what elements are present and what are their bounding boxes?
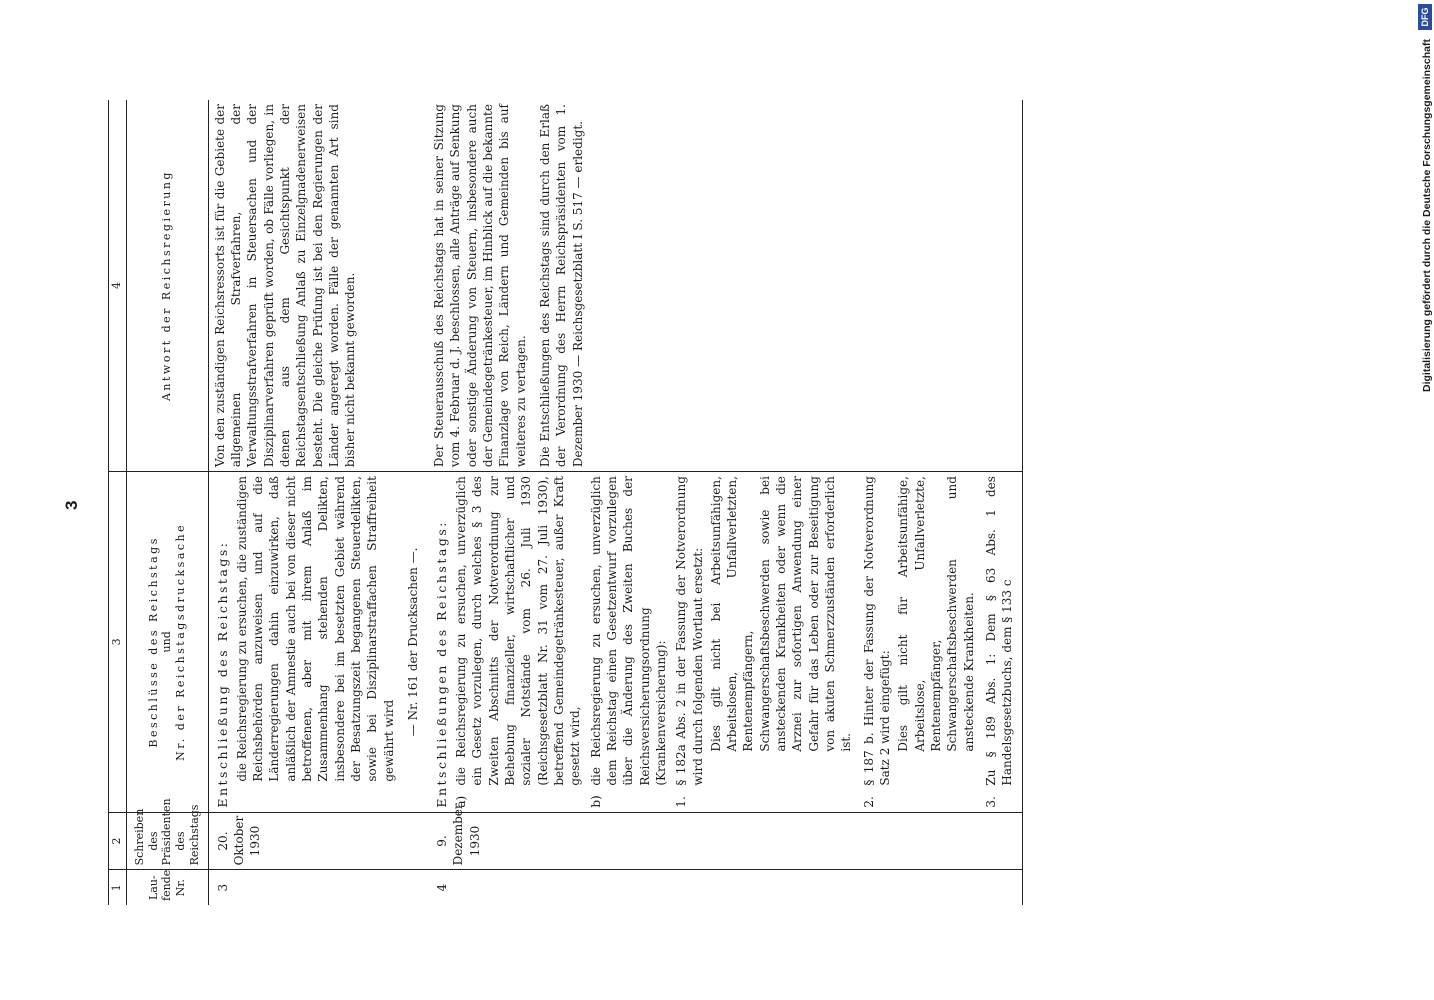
header-running-number: Lau-fende Nr.	[126, 870, 208, 905]
item-text: § 187 b. Hinter der Fassung der Notverordnung Satz 2 wird eingefügt:	[861, 476, 892, 786]
item-label: 2.	[861, 796, 876, 808]
column-number-row	[109, 100, 127, 905]
item-text: die Reichsregierung zu ersuchen, unverzüglich ein Gesetz vorzulegen, durch welches § 3 des Zweiten Abschnitts der Notverordnung zur Behebung finanzieller, wirtschaftlicher und sozialer Notstände vom 26. Juli 1930 (Reichsgesetzblatt Nr. 31 vom 27. Juli 1930), betreffend Gemeindegetränkesteuer, außer Kraft gesetzt wird,	[454, 476, 583, 786]
header-resolutions	[126, 472, 208, 813]
resolution-heading: Entschließung des Reichstags:	[214, 540, 230, 808]
column-number-2: 2	[109, 812, 127, 870]
row-answer	[208, 100, 428, 472]
header-resolutions-line2: und	[160, 631, 174, 653]
header-resolutions-line3: Nr. der Reichstagsdrucksache	[174, 522, 188, 761]
item-label: 3.	[983, 796, 998, 808]
item-text: die Reichsregierung zu ersuchen, unverzüglich dem Reichstag einen Gesetzentwurf vorzulegen über die Änderung des Zweiten Buches der Reichsversicherungsordnung (Krankenversicherung):	[588, 476, 668, 786]
item-text: Zu § 189 Abs. 1: Dem § 63 Abs. 1 des Handelsgesetzbuchs, dem § 133 c	[983, 476, 1015, 786]
answer-text: Von den zuständigen Reichsressorts ist für die Gebiete der allgemeinen Strafverfahren, der Verwaltungsstrafverfahren in Steuersachen und der Disziplinarverfahren geprüft worden, ob Fälle vorliegen, in denen aus dem Gesichtspunkt der Reichstagsentschließung Anlaß zu Einzelgnadenerweisen besteht. Die gleiche Prüfung ist bei den Regierungen der Länder angeregt worden. Fälle der genannten Art sind bisher nicht bekannt geworden.	[212, 104, 358, 468]
column-number-1: 1	[109, 870, 127, 905]
item-text: § 182a Abs. 2 in der Fassung der Notverordnung wird durch folgenden Wortlaut ersetzt:	[674, 476, 705, 786]
header-government-answer: Antwort der Reichsregierung	[126, 100, 208, 472]
digitization-credit: Digitalisierung gefördert durch die Deutsche Forschungsgemeinschaft	[1421, 39, 1433, 392]
resolution-subitem-1	[673, 476, 856, 808]
column-number-3: 3	[109, 472, 127, 813]
dfg-logo: DFG	[1418, 4, 1432, 30]
page-number: 3	[62, 500, 81, 510]
answer-text: Der Steuerausschuß des Reichstags hat in seiner Sitzung vom 4. Februar d. J. beschlossen, alle Anträge auf Senkung oder sonstige Änderung von Steuern, insbesondere auch der Gemeindegetränkesteuer, im Hinblick auf die bekannte Finanzlage von Reich, Ländern und Gemeinden bis auf weiteres zu vertagen.	[432, 104, 528, 468]
resolution-item-a	[453, 476, 584, 808]
item-label: b)	[588, 795, 603, 808]
item-quote: Dies gilt nicht für Arbeitsunfähige, Arbeitslose, Unfallverletzte, Rentenempfänger, Schwangerschaftsbeschwerden und ansteckende Krankheiten.	[896, 476, 976, 752]
header-resolutions-line1: Beschlüsse des Reichstags	[146, 536, 160, 748]
row-date: 20. Oktober 1930	[208, 812, 428, 870]
item-quote: Dies gilt nicht bei Arbeitsunfähigen, Arbeitslosen, Unfallverletzten, Rentenempfängern, Schwangerschaftsbeschwerden sowie bei ansteckenden Krankheiten oder wenn die Arznei zur sofortigen Anwendung einer Gefahr für das Leben oder zur Beseitigung von akuten Schmerzzuständen erforderlich ist.	[708, 476, 854, 752]
resolution-text: die Reichsregierung zu ersuchen, die zuständigen Reichsbehörden anzuweisen und auf die Länderregierungen dahin einzuwirken, daß anläßlich der Amnestie auch bei von dieser nicht betroffenen, aber mit ihrem Anlaß im Zusammenhang stehenden Delikten, insbesondere bei im besetzten Gebiet während der Besatzungszeit begangenen Steuerdelikten, sowie bei Disziplinarstraffachen Straffreiheit gewährt wird	[234, 476, 396, 782]
row-number: 3	[215, 883, 230, 892]
row-resolution	[208, 472, 428, 813]
row-answer	[428, 100, 1023, 472]
row-date: 9. Dezember 1930	[428, 812, 1023, 870]
row-resolution	[428, 472, 1023, 813]
resolution-subitem-2	[861, 476, 979, 808]
resolution-item-b	[588, 476, 670, 808]
item-label: a)	[454, 795, 469, 808]
resolution-reference: — Nr. 161 der Drucksachen —.	[405, 547, 420, 737]
table-row	[428, 100, 1023, 905]
answer-text: Die Entschließungen des Reichstags sind durch den Erlaß der Verordnung des Herrn Reichspräsidenten vom 1. Dezember 1930 — Reichsgesetzblatt I S. 517 — erledigt.	[538, 104, 585, 468]
item-label: 1.	[674, 796, 689, 808]
row-number: 4	[428, 870, 1023, 905]
resolutions-table	[108, 100, 1023, 905]
column-header-row	[126, 100, 208, 905]
resolution-subitem-3	[983, 476, 1016, 808]
table-row	[208, 100, 428, 905]
resolution-heading: Entschließungen des Reichstags:	[434, 520, 450, 808]
header-president-letter: Schreiben des Präsidenten des Reichstags	[126, 812, 208, 870]
column-number-4: 4	[109, 100, 127, 472]
